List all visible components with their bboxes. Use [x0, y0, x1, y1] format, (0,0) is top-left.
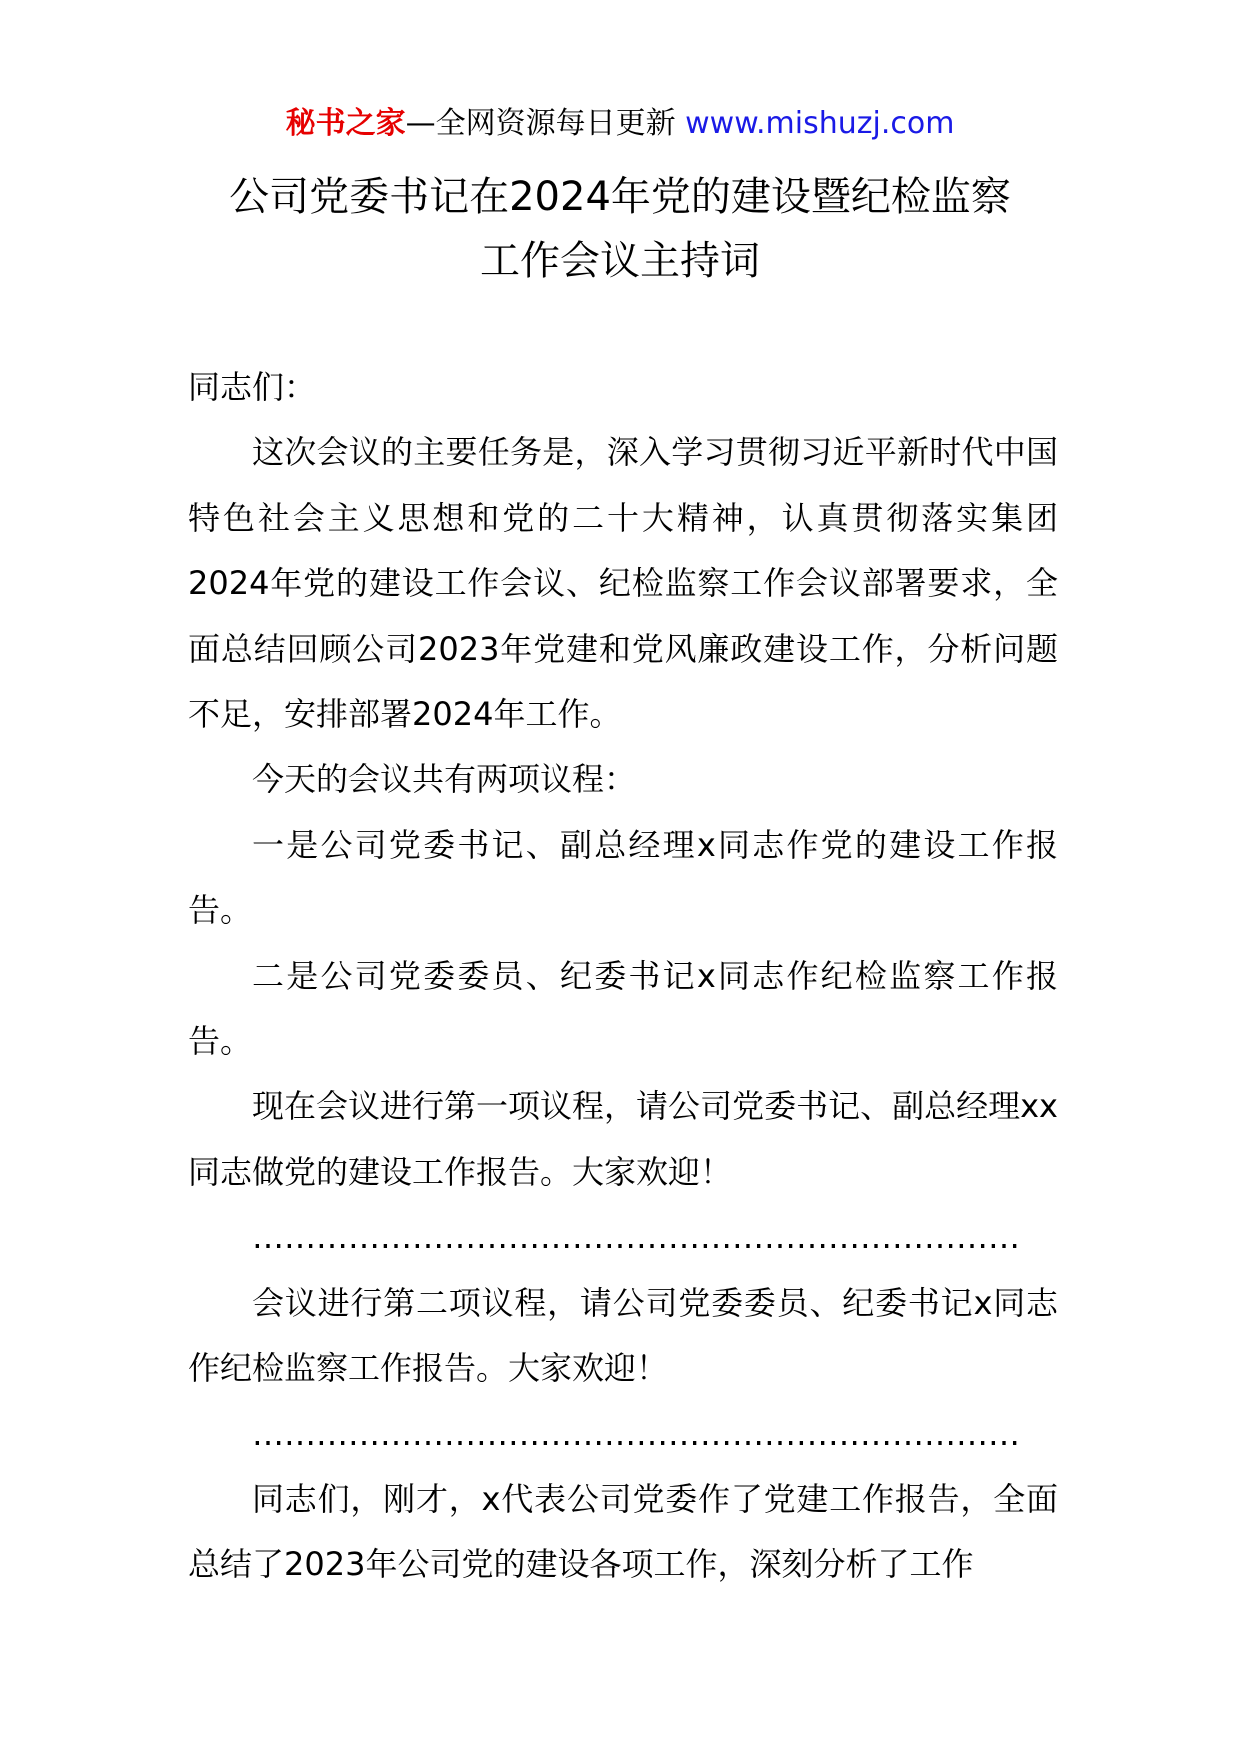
paragraph-second-item-start: 会议进行第二项议程，请公司党委委员、纪委书记x同志作纪检监察工作报告。大家欢迎！ [188, 1283, 1058, 1388]
site-header [0, 104, 1240, 144]
paragraph-agenda-heading: 今天的会议共有两项议程： [252, 760, 637, 799]
paragraph-agenda-item-2: 二是公司党委委员、纪委书记x同志作纪检监察工作报告。 [188, 956, 1058, 1061]
title-line-1: 公司党委书记在2024年党的建设暨纪检监察 [229, 174, 1011, 220]
document-body [188, 355, 1058, 1598]
paragraph-intro: 这次会议的主要任务是，深入学习贯彻习近平新时代中国特色社会主义思想和党的二十大精神，认真贯彻落实集团2024年党的建设工作会议、纪检监察工作会议部署要求，全面总结回顾公司2023年党建和党风廉政建设工作，分析问题不足，安排部署2024年工作。 [188, 433, 1058, 734]
paragraph-agenda-item-1: 一是公司党委书记、副总经理x同志作党的建设工作报告。 [188, 825, 1058, 930]
ellipsis-separator-2: ……………………………………………………………… [252, 1414, 1020, 1453]
paragraph-first-item-start: 现在会议进行第一项议程，请公司党委书记、副总经理xx同志做党的建设工作报告。大家欢迎！ [188, 1087, 1058, 1191]
title-line-2: 工作会议主持词 [480, 238, 760, 284]
site-url-link[interactable]: www.mishuzj.com [685, 106, 955, 141]
site-tagline: —全网资源每日更新 [405, 106, 686, 141]
salutation: 同志们： [188, 368, 317, 406]
document-title [0, 165, 1240, 293]
paragraph-summary: 同志们，刚才，x代表公司党委作了党建工作报告，全面总结了2023年公司党的建设各项工作，深刻分析了工作 [188, 1479, 1058, 1584]
ellipsis-separator-1: ……………………………………………………………… [252, 1218, 1020, 1257]
site-brand: 秘书之家 [285, 106, 406, 141]
